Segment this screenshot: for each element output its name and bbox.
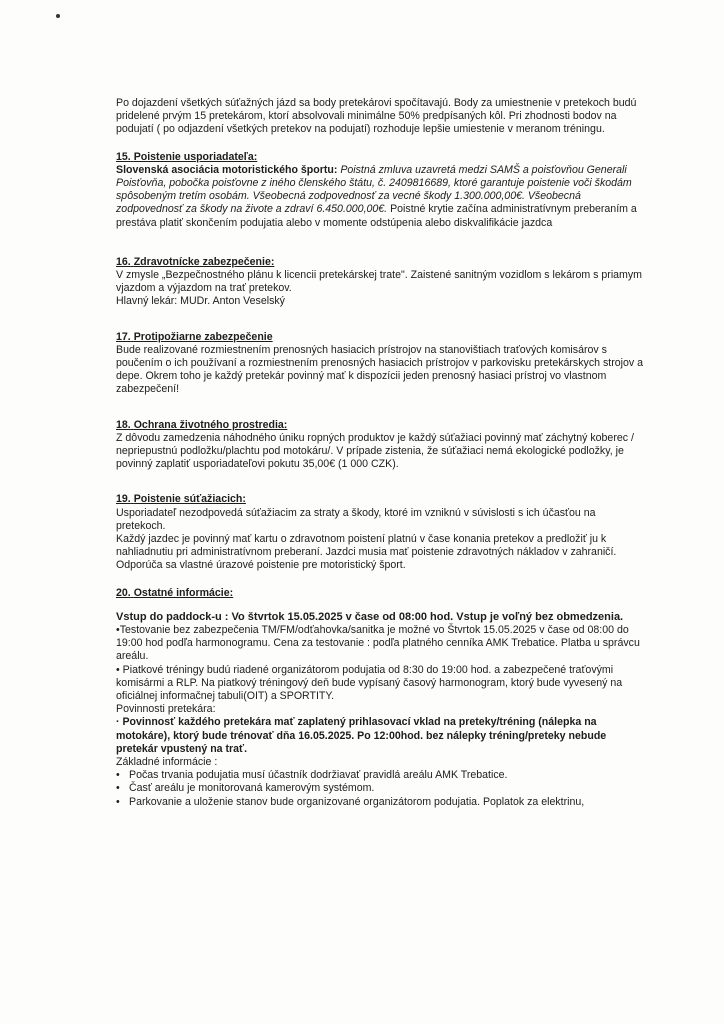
section-20 [116,587,646,809]
list-item: • Parkovanie a uloženie stanov bude organizované organizátorom podujatia. Poplatok za elektrinu, [116,796,646,809]
basic-info-label: Základné informácie : [116,755,218,768]
section-15-number: 15. [116,150,131,163]
section-18-heading [116,419,646,432]
section-18-title: Ochrana životného prostredia: [133,418,288,431]
section-20-title: Ostatné informácie: [133,586,234,599]
friday-training-info: • Piatkové tréningy budú riadené organizátorom podujatia od 8:30 do 19:00 hod. a zabezpečené traťovými komisármi a RLP. Na piatkový tréningový deň bude vypísaný časový harmonogram, ktorý bude vyvesený na oficiálnej informačnej tabuli(OIT) a SPORTITY. [116,663,623,702]
section-15-title: Poistenie usporiadateľa: [133,150,258,163]
section-15 [116,151,646,230]
paddock-entry: Vstup do paddock-u : Vo štvrtok 15.05.2025 v čase od 08:00 hod. Vstup je voľný bez obmedzenia. [116,610,624,623]
section-18-number: 18. [116,418,131,431]
section-19 [116,493,646,572]
section-16-text: V zmysle „Bezpečnostného plánu k licencii pretekárskej trate". Zaistené sanitným vozidlom s lekárom s priamym vjazdom a výjazdom na trať pretekov. [116,269,643,295]
section-19-paragraph-2: Každý jazdec je povinný mať kartu o zdravotnom poistení platnú v čase konania pretekov a predložiť ju k nahliadnutiu pri administratívnom preberaní. Jazdci musia mať poistenie zdravotných nákladov v zahraničí. Odporúča sa vlastné úrazové poistenie pre motoristický šport. [116,533,617,572]
section-16-heading [116,256,646,269]
section-17-title: Protipožiarne zabezpečenie [133,330,273,343]
section-16 [116,256,646,309]
section-17-number: 17. [116,330,131,343]
section-15-heading [116,151,646,164]
section-16-title: Zdravotnícke zabezpečenie: [133,255,275,268]
intro-paragraph: Po dojazdení všetkých súťažných jázd sa body pretekárovi spočítavajú. Body za umiestnenie v pretekoch budú pridelené prvým 15 pretekárom, ktorí absolvovali minimálne 50% predpísaných kôl. Pri zhodnosti bodov na podujatí ( po odjazdení všetkých pretekov na podujatí) rozhoduje lepšie umiestenie v meranom tréningu. [116,97,637,136]
section-18 [116,419,646,472]
section-19-paragraph-1: Usporiadateľ nezodpovedá súťažiacim za straty a škody, ktoré im vzniknú v súvislosti s ich účasťou na pretekoch. [116,506,596,532]
driver-duties: · Povinnosť každého pretekára mať zaplatený prihlasovací vklad na preteky/tréning (nálepka na motokáre), ktorý bude trénovať dňa 16.05.2025. Po 12:00hod. bez nálepky tréning/preteky nebude pretekár vpustený na trať. [116,716,607,755]
section-16-number: 16. [116,255,131,268]
testing-info: •Testovanie bez zabezpečenia TM/FM/odťahovka/sanitka je možné vo Štvrtok 15.05.2025 v čase od 08:00 do 19:00 hod podľa harmonogramu. Cena za testovanie : podľa platného cenníka AMK Trebatice. Platba u správcu areálu. [116,623,640,663]
section-16-doctor: Hlavný lekár: MUDr. Anton Veselský [116,295,285,308]
section-17 [116,331,646,397]
scan-mark [56,14,60,18]
list-item: • Počas trvania podujatia musí účastník dodržiavať pravidlá areálu AMK Trebatice. [116,769,646,782]
section-19-heading [116,493,646,506]
section-15-body [116,164,646,230]
section-19-title: Poistenie súťažiacich: [133,493,246,506]
basic-info-list [116,769,646,809]
section-15-rest: Poistné krytie začína administratívnym preberaním a prestáva platiť skončením podujatia alebo v momente odstúpenia alebo diskvalifikácie jazdca [116,203,637,229]
section-17-heading [116,331,646,344]
document-page [116,97,646,809]
section-20-number: 20. [116,586,131,599]
section-17-text: Bude realizované rozmiestnením prenosných hasiacich prístrojov na stanovištiach traťových komisárov s poučením o ich používaní a rozmiestnením prenosných hasiacich prístrojov v parkovisku pretekárskych strojov a depe. Okrem toho je každý pretekár povinný mať k dispozícii jeden prenosný hasiaci prístroj vo vlastnom zabezpečení! [116,343,643,396]
section-19-number: 19. [116,493,131,506]
section-15-lead: Poistná zmluva uzavretá medzi SAMŠ a poisťovňou Generali Poisťovňa, pobočka poisťovne z iného členského štátu, č. 2409816689, ktoré garantuje poistenie voči škodám spôsobeným tretím osobám. Všeobecná zodpovednosť za vecné škody 1.300.000,00€. Všeobecná zodpovednosť za škody na živote a zdraví 6.450.000,00€. [116,163,632,216]
driver-duties-label: Povinnosti pretekára: [116,703,216,716]
section-18-text: Z dôvodu zamedzenia náhodného úniku ropných produktov je každý súťažiaci povinný mať záchytný koberec / nepriepustnú podložku/plachtu pod motokáru/. V prípade zistenia, že súťažiaci nemá ekologické podložky, je povinný zaplatiť usporiadateľovi pokutu 35,00€ (1 000 CZK). [116,431,634,471]
section-15-org: Slovenská asociácia motoristického športu: [116,163,338,176]
section-20-heading [116,587,646,600]
list-item: • Časť areálu je monitorovaná kamerovým systémom. [116,782,646,795]
